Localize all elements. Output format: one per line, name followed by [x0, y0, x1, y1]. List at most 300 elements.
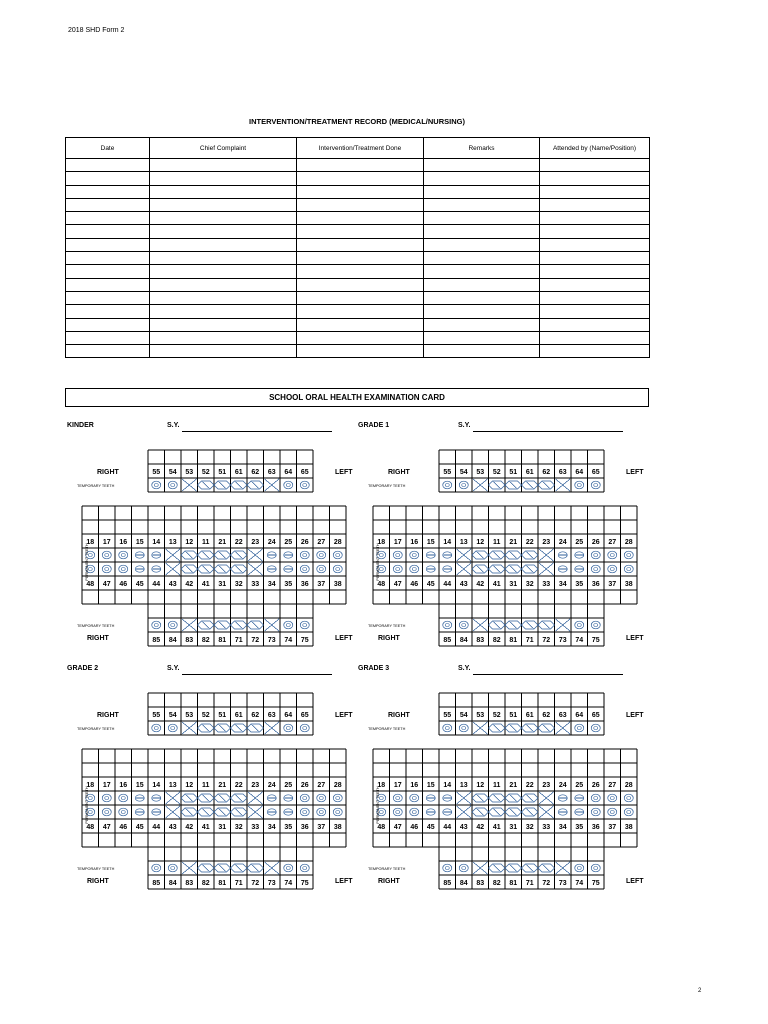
treatment-cell[interactable] [540, 238, 650, 251]
incisor-surface-icon [202, 551, 211, 559]
molar-tooth-icon [591, 621, 600, 629]
treatment-cell[interactable] [540, 305, 650, 318]
molar-surface-icon [303, 554, 307, 557]
molar-surface-icon [336, 797, 340, 800]
molar-tooth-icon [168, 864, 177, 872]
tooth-number: 36 [300, 581, 309, 588]
tooth-number: 84 [459, 637, 468, 644]
treatment-cell[interactable] [297, 252, 424, 265]
tooth-number: 33 [542, 581, 551, 588]
treatment-cell[interactable] [66, 305, 150, 318]
incisor-surface-icon [185, 551, 194, 559]
treatment-cell[interactable] [424, 225, 540, 238]
molar-surface-icon [627, 797, 631, 800]
molar-tooth-icon [168, 481, 177, 489]
incisor-surface-icon [218, 724, 227, 732]
treatment-row [66, 265, 650, 278]
treatment-cell[interactable] [66, 291, 150, 304]
treatment-cell[interactable] [66, 225, 150, 238]
molar-surface-icon [462, 867, 466, 870]
incisor-surface-icon [251, 864, 260, 872]
molar-tooth-icon [410, 551, 419, 559]
tooth-number: 37 [608, 824, 617, 831]
incisor-surface-icon [218, 621, 227, 629]
tooth-number: 16 [119, 539, 128, 546]
right-label: RIGHT [388, 712, 410, 719]
tooth-number: 32 [525, 824, 534, 831]
treatment-cell[interactable] [540, 291, 650, 304]
treatment-cell[interactable] [150, 238, 297, 251]
molar-tooth-icon [284, 724, 293, 732]
molar-surface-icon [396, 554, 400, 557]
molar-surface-icon [171, 624, 175, 627]
molar-tooth-icon [608, 551, 617, 559]
incisor-surface-icon [509, 808, 518, 816]
tooth-number: 38 [333, 824, 342, 831]
tooth-number: 52 [492, 712, 501, 719]
molar-surface-icon [577, 727, 581, 730]
incisor-surface-icon [185, 808, 194, 816]
tooth-number: 81 [218, 637, 227, 644]
molar-tooth-icon [317, 551, 326, 559]
tooth-number: 61 [525, 712, 534, 719]
tooth-number: 84 [168, 880, 177, 887]
molar-surface-icon [610, 811, 614, 814]
tooth-number: 75 [300, 880, 309, 887]
molar-tooth-icon [317, 808, 326, 816]
tooth-number: 15 [135, 539, 144, 546]
treatment-cell[interactable] [150, 291, 297, 304]
treatment-cell[interactable] [150, 305, 297, 318]
molar-tooth-icon [443, 621, 452, 629]
tooth-number: 28 [624, 782, 633, 789]
tooth-number: 53 [476, 712, 485, 719]
tooth-number: 26 [591, 539, 600, 546]
molar-tooth-icon [459, 481, 468, 489]
treatment-cell[interactable] [424, 185, 540, 198]
tooth-number: 36 [591, 581, 600, 588]
tooth-number: 53 [185, 712, 194, 719]
incisor-surface-icon [493, 621, 502, 629]
molar-surface-icon [594, 484, 598, 487]
tooth-number: 22 [234, 539, 243, 546]
treatment-cell[interactable] [66, 238, 150, 251]
incisor-surface-icon [218, 565, 227, 573]
treatment-cell[interactable] [66, 252, 150, 265]
tooth-number: 43 [168, 824, 177, 831]
molar-tooth-icon [119, 794, 128, 802]
tooth-number: 21 [218, 539, 227, 546]
incisor-surface-icon [526, 794, 535, 802]
molar-tooth-icon [152, 724, 161, 732]
tooth-number: 64 [575, 469, 584, 476]
right-label: RIGHT [87, 878, 109, 885]
treatment-cell[interactable] [540, 198, 650, 211]
treatment-cell[interactable] [540, 212, 650, 225]
molar-tooth-icon [119, 808, 128, 816]
molar-tooth-icon [300, 481, 309, 489]
tooth-number: 62 [251, 469, 260, 476]
molar-tooth-icon [300, 794, 309, 802]
incisor-surface-icon [251, 481, 260, 489]
tooth-number: 51 [509, 469, 518, 476]
tooth-number: 54 [168, 469, 177, 476]
molar-tooth-icon [624, 565, 633, 573]
tooth-number: 36 [591, 824, 600, 831]
tooth-number: 13 [459, 539, 468, 546]
tooth-number: 81 [218, 880, 227, 887]
molar-tooth-icon [284, 481, 293, 489]
treatment-cell[interactable] [66, 212, 150, 225]
col-remarks: Remarks [424, 138, 540, 159]
treatment-cell[interactable] [424, 172, 540, 185]
sy-label: S.Y. [458, 665, 471, 672]
incisor-surface-icon [526, 864, 535, 872]
molar-surface-icon [154, 624, 158, 627]
left-label: LEFT [626, 469, 644, 476]
tooth-number: 75 [300, 637, 309, 644]
molar-tooth-icon [624, 808, 633, 816]
incisor-surface-icon [235, 551, 244, 559]
treatment-cell[interactable] [150, 198, 297, 211]
tooth-number: 45 [426, 581, 435, 588]
molar-surface-icon [154, 484, 158, 487]
incisor-surface-icon [509, 565, 518, 573]
treatment-cell[interactable] [540, 225, 650, 238]
tooth-number: 23 [542, 539, 551, 546]
tooth-number: 63 [267, 712, 276, 719]
molar-surface-icon [303, 797, 307, 800]
treatment-cell[interactable] [297, 198, 424, 211]
tooth-number: 81 [509, 637, 518, 644]
tooth-number: 45 [135, 824, 144, 831]
tooth-number: 74 [575, 637, 584, 644]
molar-tooth-icon [410, 808, 419, 816]
treatment-cell[interactable] [424, 305, 540, 318]
tooth-number: 17 [102, 782, 111, 789]
treatment-row [66, 159, 650, 172]
molar-tooth-icon [575, 724, 584, 732]
molar-tooth-icon [443, 481, 452, 489]
treatment-row [66, 278, 650, 291]
incisor-surface-icon [493, 724, 502, 732]
treatment-cell[interactable] [150, 252, 297, 265]
molar-tooth-icon [300, 724, 309, 732]
tooth-number: 44 [443, 824, 452, 831]
oral-card-kinder [67, 422, 357, 644]
grade-label: GRADE 3 [358, 665, 390, 672]
tooth-number: 63 [558, 712, 567, 719]
molar-surface-icon [412, 568, 416, 571]
treatment-cell[interactable] [297, 305, 424, 318]
tooth-number: 35 [284, 581, 293, 588]
treatment-cell[interactable] [540, 185, 650, 198]
tooth-number: 31 [218, 581, 227, 588]
incisor-surface-icon [526, 551, 535, 559]
treatment-cell[interactable] [297, 172, 424, 185]
molar-tooth-icon [608, 808, 617, 816]
incisor-surface-icon [476, 794, 485, 802]
tooth-number: 42 [185, 581, 194, 588]
treatment-cell[interactable] [66, 318, 150, 331]
tooth-number: 84 [459, 880, 468, 887]
treatment-cell[interactable] [150, 345, 297, 358]
molar-surface-icon [462, 484, 466, 487]
treatment-cell[interactable] [150, 172, 297, 185]
treatment-cell[interactable] [424, 252, 540, 265]
molar-surface-icon [627, 811, 631, 814]
treatment-cell[interactable] [297, 238, 424, 251]
molar-tooth-icon [393, 551, 402, 559]
treatment-cell[interactable] [297, 225, 424, 238]
tooth-number: 26 [300, 539, 309, 546]
tooth-number: 73 [558, 880, 567, 887]
molar-surface-icon [336, 554, 340, 557]
molar-tooth-icon [333, 551, 342, 559]
treatment-cell[interactable] [150, 212, 297, 225]
molar-tooth-icon [284, 621, 293, 629]
molar-tooth-icon [459, 621, 468, 629]
temporary-teeth-label: TEMPORARY TEETH [368, 727, 406, 731]
treatment-cell[interactable] [66, 345, 150, 358]
treatment-cell[interactable] [150, 225, 297, 238]
left-label: LEFT [335, 712, 353, 719]
tooth-number: 55 [443, 469, 452, 476]
permanent-teeth-label: PERMANENT TEETH [85, 543, 89, 581]
treatment-cell[interactable] [540, 331, 650, 344]
molar-tooth-icon [443, 864, 452, 872]
tooth-number: 65 [300, 712, 309, 719]
treatment-cell[interactable] [66, 159, 150, 172]
treatment-row [66, 212, 650, 225]
tooth-number: 48 [377, 581, 386, 588]
tooth-number: 71 [525, 637, 534, 644]
incisor-surface-icon [235, 794, 244, 802]
tooth-number: 17 [393, 782, 402, 789]
tooth-number: 28 [333, 782, 342, 789]
tooth-number: 35 [575, 581, 584, 588]
treatment-cell[interactable] [150, 159, 297, 172]
sy-label: S.Y. [458, 422, 471, 429]
treatment-cell[interactable] [66, 331, 150, 344]
incisor-surface-icon [476, 551, 485, 559]
treatment-cell[interactable] [540, 159, 650, 172]
treatment-row [66, 318, 650, 331]
molar-surface-icon [462, 727, 466, 730]
molar-tooth-icon [284, 864, 293, 872]
tooth-number: 72 [542, 637, 551, 644]
right-label: RIGHT [97, 712, 119, 719]
tooth-number: 52 [201, 712, 210, 719]
incisor-surface-icon [542, 864, 551, 872]
tooth-number: 85 [152, 880, 161, 887]
tooth-number: 64 [284, 712, 293, 719]
molar-tooth-icon [300, 864, 309, 872]
oral-card-grade-2 [67, 665, 357, 887]
col-intervention: Intervention/Treatment Done [297, 138, 424, 159]
tooth-number: 52 [201, 469, 210, 476]
treatment-cell[interactable] [297, 265, 424, 278]
tooth-number: 21 [509, 782, 518, 789]
treatment-cell[interactable] [66, 278, 150, 291]
treatment-cell[interactable] [297, 331, 424, 344]
molar-tooth-icon [300, 565, 309, 573]
treatment-cell[interactable] [540, 278, 650, 291]
molar-surface-icon [627, 554, 631, 557]
col-date: Date [66, 138, 150, 159]
tooth-number: 11 [493, 782, 501, 789]
tooth-number: 35 [284, 824, 293, 831]
tooth-number: 41 [201, 824, 210, 831]
tooth-number: 11 [202, 539, 210, 546]
tooth-number: 27 [608, 539, 617, 546]
tooth-number: 62 [251, 712, 260, 719]
right-label: RIGHT [378, 635, 400, 642]
treatment-row [66, 172, 650, 185]
treatment-cell[interactable] [66, 185, 150, 198]
treatment-cell[interactable] [540, 345, 650, 358]
treatment-cell[interactable] [66, 198, 150, 211]
treatment-cell[interactable] [424, 238, 540, 251]
treatment-cell[interactable] [66, 265, 150, 278]
tooth-number: 45 [135, 581, 144, 588]
treatment-cell[interactable] [297, 159, 424, 172]
treatment-cell[interactable] [297, 345, 424, 358]
treatment-cell[interactable] [540, 252, 650, 265]
treatment-cell[interactable] [297, 278, 424, 291]
treatment-cell[interactable] [66, 172, 150, 185]
treatment-cell[interactable] [297, 318, 424, 331]
left-label: LEFT [335, 878, 353, 885]
tooth-number: 43 [459, 824, 468, 831]
tooth-number: 18 [86, 539, 95, 546]
treatment-cell[interactable] [424, 198, 540, 211]
treatment-cell[interactable] [150, 265, 297, 278]
tooth-number: 48 [86, 824, 95, 831]
temporary-teeth-label: TEMPORARY TEETH [77, 484, 115, 488]
tooth-number: 62 [542, 712, 551, 719]
molar-tooth-icon [575, 621, 584, 629]
treatment-cell[interactable] [424, 291, 540, 304]
incisor-surface-icon [218, 481, 227, 489]
treatment-cell[interactable] [297, 291, 424, 304]
permanent-teeth-label: PERMANENT TEETH [376, 786, 380, 824]
tooth-number: 12 [476, 539, 485, 546]
oral-card-grade-1 [358, 422, 648, 644]
treatment-cell[interactable] [540, 172, 650, 185]
left-label: LEFT [335, 635, 353, 642]
tooth-number: 23 [542, 782, 551, 789]
molar-surface-icon [121, 554, 125, 557]
treatment-row [66, 185, 650, 198]
tooth-number: 25 [575, 782, 584, 789]
tooth-number: 73 [267, 637, 276, 644]
incisor-surface-icon [202, 621, 211, 629]
treatment-cell[interactable] [540, 265, 650, 278]
treatment-cell[interactable] [424, 212, 540, 225]
treatment-cell[interactable] [424, 345, 540, 358]
molar-surface-icon [105, 568, 109, 571]
molar-surface-icon [445, 484, 449, 487]
tooth-number: 17 [393, 539, 402, 546]
incisor-surface-icon [509, 794, 518, 802]
tooth-number: 22 [234, 782, 243, 789]
treatment-cell[interactable] [424, 265, 540, 278]
tooth-number: 11 [202, 782, 210, 789]
tooth-number: 13 [168, 539, 177, 546]
molar-tooth-icon [591, 481, 600, 489]
grade-label: GRADE 1 [358, 422, 390, 429]
tooth-number: 16 [410, 782, 419, 789]
treatment-cell[interactable] [150, 185, 297, 198]
treatment-cell[interactable] [150, 331, 297, 344]
treatment-cell[interactable] [424, 318, 540, 331]
tooth-number: 85 [443, 880, 452, 887]
treatment-cell[interactable] [297, 185, 424, 198]
molar-surface-icon [303, 867, 307, 870]
molar-tooth-icon [410, 794, 419, 802]
tooth-number: 42 [476, 581, 485, 588]
tooth-number: 81 [509, 880, 518, 887]
tooth-number: 46 [410, 824, 419, 831]
treatment-cell[interactable] [297, 212, 424, 225]
molar-surface-icon [445, 867, 449, 870]
treatment-row [66, 238, 650, 251]
molar-surface-icon [594, 624, 598, 627]
incisor-surface-icon [218, 794, 227, 802]
molar-surface-icon [121, 797, 125, 800]
molar-surface-icon [610, 568, 614, 571]
treatment-cell[interactable] [424, 278, 540, 291]
molar-tooth-icon [119, 565, 128, 573]
tooth-number: 63 [267, 469, 276, 476]
tooth-number: 61 [234, 469, 243, 476]
treatment-cell[interactable] [424, 159, 540, 172]
molar-surface-icon [286, 727, 290, 730]
molar-surface-icon [105, 797, 109, 800]
treatment-cell[interactable] [424, 331, 540, 344]
treatment-cell[interactable] [540, 318, 650, 331]
tooth-number: 82 [201, 880, 210, 887]
molar-surface-icon [594, 568, 598, 571]
tooth-number: 37 [317, 824, 326, 831]
oral-card-grade-3 [358, 665, 648, 887]
molar-surface-icon [396, 568, 400, 571]
treatment-row [66, 345, 650, 358]
molar-surface-icon [445, 624, 449, 627]
molar-surface-icon [577, 624, 581, 627]
tooth-number: 34 [267, 581, 276, 588]
molar-tooth-icon [624, 794, 633, 802]
tooth-number: 51 [218, 469, 227, 476]
tooth-number: 32 [234, 824, 243, 831]
tooth-number: 43 [168, 581, 177, 588]
molar-tooth-icon [608, 565, 617, 573]
molar-surface-icon [171, 727, 175, 730]
treatment-cell[interactable] [150, 278, 297, 291]
incisor-surface-icon [251, 621, 260, 629]
dental-chart [358, 665, 648, 895]
tooth-number: 23 [251, 539, 260, 546]
incisor-surface-icon [526, 621, 535, 629]
tooth-number: 21 [218, 782, 227, 789]
tooth-number: 12 [185, 539, 194, 546]
molar-tooth-icon [102, 551, 111, 559]
tooth-number: 51 [509, 712, 518, 719]
treatment-cell[interactable] [150, 318, 297, 331]
tooth-number: 23 [251, 782, 260, 789]
tooth-number: 42 [476, 824, 485, 831]
